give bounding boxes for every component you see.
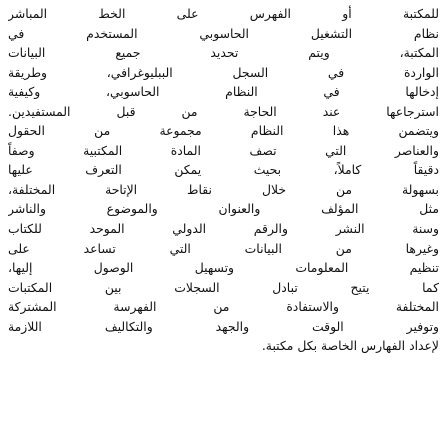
text-line: إدخالها في النظام الحاسوبي، وكيفية [8,84,439,100]
text-line: وتوفير الوقت والجهد والتكاليف اللازمة [8,318,439,334]
text-line: ويتضمن هذا النظام مجموعة من الحقول [8,123,439,139]
text-line: كما يتيح تبادل السجلات بين المكتبات [8,279,439,295]
text-line: وغيرها من البيانات التي تساعد على [8,240,439,256]
document-body [8,4,439,356]
text-line: الواردة في السجل الببليوغرافي، وطريقة [8,64,439,80]
text-line: المختلفة والاستفادة من الفهرسة المشتركة [8,299,439,315]
text-line: مثل المؤلف والعنوان والموضوع والناشر [8,201,439,217]
text-line: والعناصر التي تصف المادة المكتبية وصفاً [8,142,439,158]
text-line: استرجاعها عند الحاجة من قبل المستفيدين. [8,103,439,119]
text-line: وسنة النشر والرقم الدولي الموحد للكتاب [8,221,439,237]
text-line: بسهولة من خلال نقاط الإتاحة المختلفة، [8,181,439,197]
text-line: تنظيم المعلومات وتسهيل الوصول إليها، [8,260,439,276]
text-line: نظام التشغيل الحاسوبي المستخدم في [8,25,439,41]
text-line: المكتبة، ويتم تحديد جميع البيانات [8,45,439,61]
text-line: دقيقاً كاملاً، بحيث يمكن التعرف عليها [8,162,439,178]
text-line: للمكتبة أو الفهرس على الخط المباشر [8,6,439,21]
text-line-last: لإعداد الفهارس الخاصة بكل مكتبة. [261,338,439,354]
